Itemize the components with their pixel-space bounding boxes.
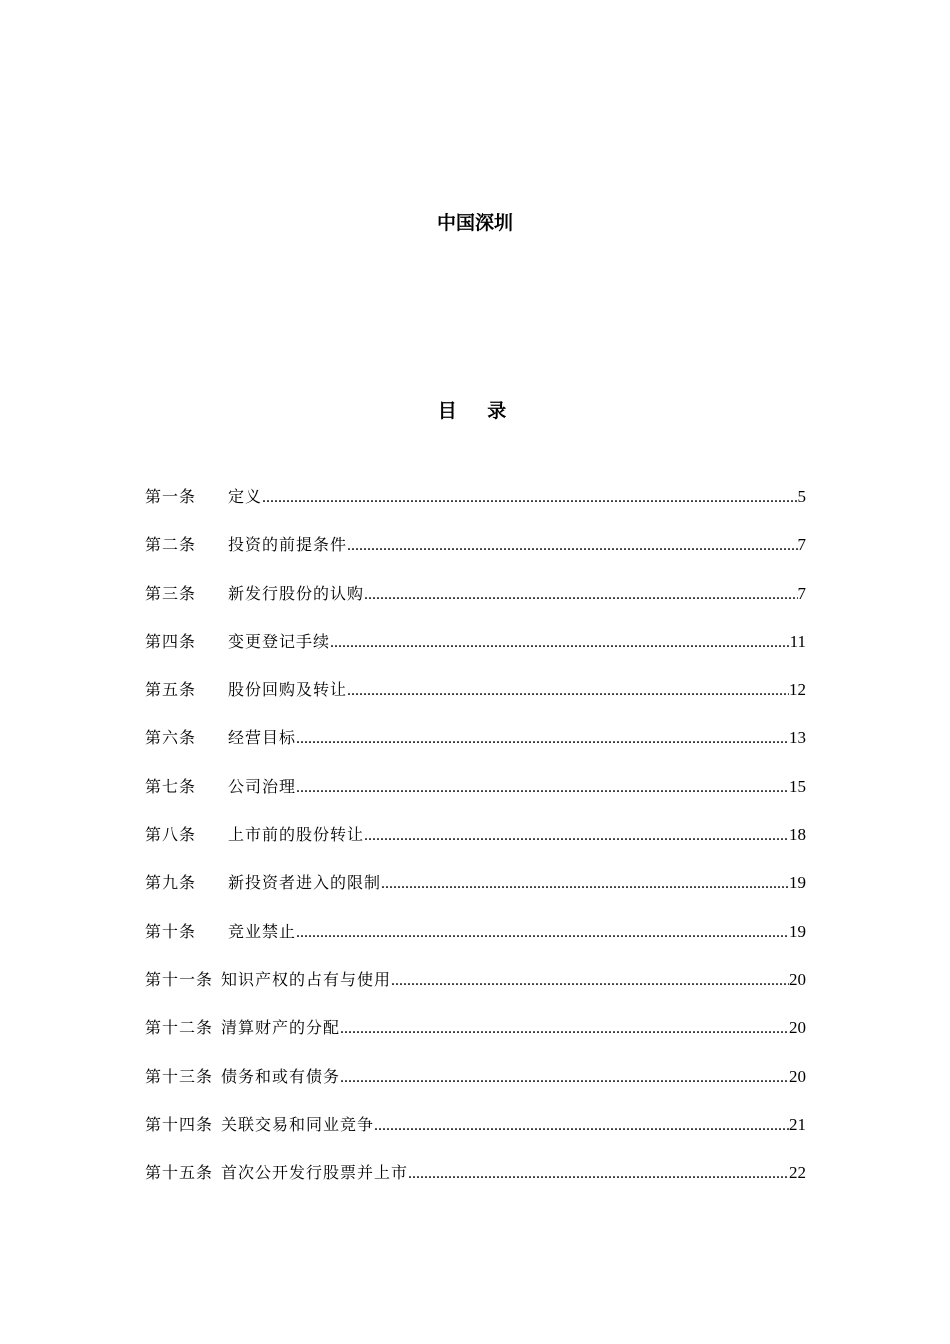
toc-entry-5[interactable] bbox=[145, 673, 806, 721]
dot-leader bbox=[296, 916, 789, 950]
toc-page-number: 19 bbox=[789, 873, 806, 893]
toc-article-number: 第十五条 bbox=[145, 1163, 214, 1183]
toc-page-number: 15 bbox=[789, 776, 806, 796]
toc-article-number: 第十四条 bbox=[145, 1114, 214, 1134]
toc-page-number: 20 bbox=[789, 969, 806, 989]
toc-article-number: 第四条 bbox=[145, 631, 197, 651]
toc-article-title: 清算财产的分配 bbox=[221, 1018, 341, 1038]
toc-article-title: 首次公开发行股票并上市 bbox=[221, 1163, 409, 1183]
toc-article-title: 定义 bbox=[228, 487, 263, 506]
dot-leader bbox=[391, 964, 789, 998]
toc-article-number: 第三条 bbox=[145, 583, 197, 603]
toc-page-number: 18 bbox=[789, 825, 806, 845]
toc-article-title: 新发行股份的认购 bbox=[228, 583, 365, 603]
dot-leader bbox=[330, 626, 790, 660]
toc-article-number: 第二条 bbox=[145, 535, 197, 555]
dot-leader bbox=[340, 1061, 789, 1095]
toc-page-number: 13 bbox=[789, 728, 806, 748]
toc-article-title: 债务和或有债务 bbox=[221, 1066, 341, 1086]
toc-heading: 目 录 bbox=[437, 400, 519, 422]
toc-article-title: 知识产权的占有与使用 bbox=[221, 969, 392, 989]
toc-page-number: 20 bbox=[789, 1066, 806, 1086]
dot-leader bbox=[347, 529, 797, 563]
toc-entry-11[interactable] bbox=[145, 963, 806, 1011]
toc-article-title: 上市前的股份转让 bbox=[228, 825, 365, 845]
toc-entry-6[interactable] bbox=[145, 721, 806, 769]
toc-article-title: 股份回购及转让 bbox=[228, 680, 348, 700]
toc-article-number: 第九条 bbox=[145, 873, 197, 893]
toc-article-title: 新投资者进入的限制 bbox=[228, 873, 382, 893]
toc-entry-1[interactable] bbox=[145, 480, 806, 528]
toc-page-number: 20 bbox=[789, 1018, 806, 1038]
toc-entry-10[interactable] bbox=[145, 915, 806, 963]
toc-entry-9[interactable] bbox=[145, 866, 806, 914]
location-heading: 中国深圳 bbox=[436, 212, 513, 234]
toc-entry-8[interactable] bbox=[145, 818, 806, 866]
toc-page-number: 12 bbox=[789, 680, 806, 700]
toc-entry-3[interactable] bbox=[145, 577, 806, 625]
dot-leader bbox=[364, 819, 789, 853]
toc-article-number: 第六条 bbox=[145, 728, 197, 748]
dot-leader bbox=[340, 1012, 789, 1046]
toc-article-title: 经营目标 bbox=[228, 728, 297, 748]
toc-page-number: 11 bbox=[789, 631, 806, 651]
toc-entry-7[interactable] bbox=[145, 770, 806, 818]
table-of-contents bbox=[145, 480, 806, 1204]
toc-article-number: 第七条 bbox=[145, 776, 197, 796]
toc-article-title: 投资的前提条件 bbox=[228, 535, 348, 555]
toc-page-number: 22 bbox=[789, 1163, 806, 1183]
dot-leader bbox=[364, 578, 797, 612]
toc-page-number: 5 bbox=[797, 487, 806, 506]
toc-article-title: 竞业禁止 bbox=[228, 921, 297, 941]
toc-article-number: 第十条 bbox=[145, 921, 197, 941]
toc-article-number: 第十二条 bbox=[145, 1018, 214, 1038]
toc-page-number: 7 bbox=[797, 535, 806, 555]
toc-article-number: 第十三条 bbox=[145, 1066, 214, 1086]
toc-article-number: 第八条 bbox=[145, 825, 197, 845]
toc-article-title: 公司治理 bbox=[228, 776, 297, 796]
dot-leader bbox=[296, 722, 789, 756]
dot-leader bbox=[296, 771, 789, 805]
dot-leader bbox=[381, 867, 789, 901]
toc-entry-14[interactable] bbox=[145, 1108, 806, 1156]
toc-entry-12[interactable] bbox=[145, 1011, 806, 1059]
dot-leader bbox=[408, 1157, 789, 1191]
toc-page-number: 21 bbox=[789, 1114, 806, 1134]
toc-page-number: 19 bbox=[789, 921, 806, 941]
toc-entry-2[interactable] bbox=[145, 528, 806, 576]
toc-article-number: 第十一条 bbox=[145, 969, 214, 989]
dot-leader bbox=[374, 1109, 789, 1143]
toc-entry-13[interactable] bbox=[145, 1060, 806, 1108]
toc-article-number: 第五条 bbox=[145, 680, 197, 700]
toc-article-title: 变更登记手续 bbox=[228, 631, 331, 651]
toc-entry-15[interactable] bbox=[145, 1156, 806, 1204]
toc-article-title: 关联交易和同业竞争 bbox=[221, 1114, 375, 1134]
dot-leader bbox=[262, 481, 797, 515]
toc-entry-4[interactable] bbox=[145, 625, 806, 673]
toc-page-number: 7 bbox=[797, 583, 806, 603]
dot-leader bbox=[347, 674, 789, 708]
toc-article-number: 第一条 bbox=[145, 487, 197, 506]
